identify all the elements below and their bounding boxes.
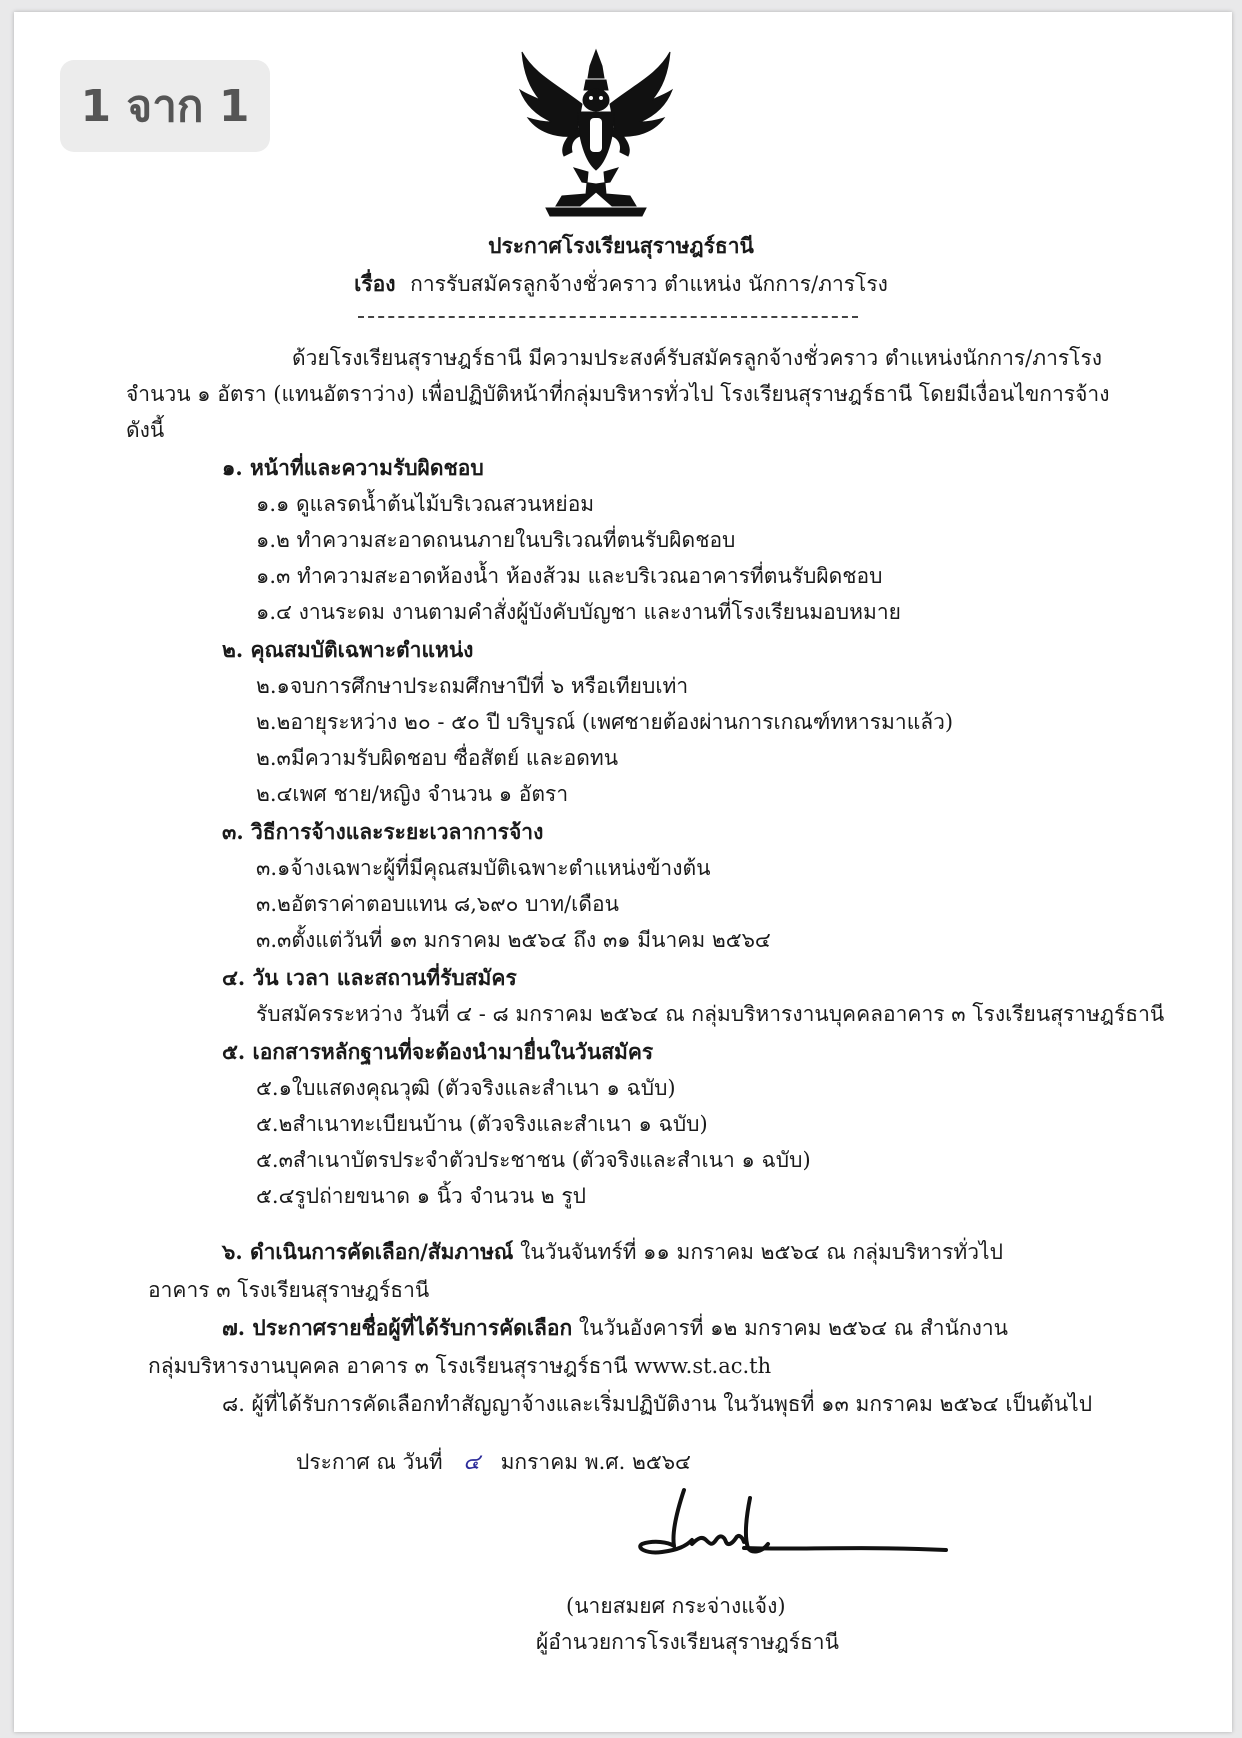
garuda-emblem-icon <box>516 44 676 224</box>
section-5-item: ๕.๓สำเนาบัตรประจำตัวประชาชน (ตัวจริงและสำเนา ๑ ฉบับ) <box>256 1148 811 1172</box>
section-2-item: ๒.๓มีความรับผิดชอบ ซื่อสัตย์ และอดทน <box>256 746 619 770</box>
page-indicator-badge <box>60 60 270 152</box>
section-5-item: ๕.๔รูปถ่ายขนาด ๑ นิ้ว จำนวน ๒ รูป <box>256 1184 586 1208</box>
signatory-position: ผู้อำนวยการโรงเรียนสุราษฎร์ธานี <box>536 1630 839 1654</box>
section-2-item: ๒.๒อายุระหว่าง ๒๐ - ๕๐ ปี บริบูรณ์ (เพศชายต้องผ่านการเกณฑ์ทหารมาแล้ว) <box>256 710 954 734</box>
handwritten-signature <box>632 1484 952 1576</box>
section-3-item: ๓.๑จ้างเฉพาะผู้ที่มีคุณสมบัติเฉพาะตำแหน่งข้างต้น <box>256 856 711 880</box>
section-5-item: ๕.๑ใบแสดงคุณวุฒิ (ตัวจริงและสำเนา ๑ ฉบับ) <box>256 1076 676 1100</box>
document-subject <box>0 266 1242 302</box>
announcement-date-suffix: มกราคม พ.ศ. ๒๕๖๔ <box>500 1450 691 1474</box>
section-7-heading: ๗. ประกาศรายชื่อผู้ที่ได้รับการคัดเลือก <box>222 1315 573 1340</box>
section-2-item: ๒.๑จบการศึกษาประถมศึกษาปีที่ ๖ หรือเทียบเท่า <box>256 674 689 698</box>
announcement-day: ๔ <box>463 1450 480 1475</box>
section-6-line-1 <box>222 1234 1003 1270</box>
section-3-item: ๓.๓ตั้งแต่วันที่ ๑๓ มกราคม ๒๕๖๔ ถึง ๓๑ มีนาคม ๒๕๖๔ <box>256 928 771 952</box>
subject-label: เรื่อง <box>354 271 396 296</box>
section-1-item: ๑.๓ ทำความสะอาดห้องน้ำ ห้องส้วม และบริเวณอาคารที่ตนรับผิดชอบ <box>256 564 883 588</box>
section-4-heading: ๔. วัน เวลา และสถานที่รับสมัคร <box>222 965 517 990</box>
section-1-heading: ๑. หน้าที่และความรับผิดชอบ <box>222 455 484 480</box>
section-1-item: ๑.๔ งานระดม งานตามคำสั่งผู้บังคับบัญชา และงานที่โรงเรียนมอบหมาย <box>256 600 901 624</box>
section-7-text: ในวันอังคารที่ ๑๒ มกราคม ๒๕๖๔ ณ สำนักงาน <box>572 1316 1009 1340</box>
intro-line-1: ด้วยโรงเรียนสุราษฎร์ธานี มีความประสงค์รับสมัครลูกจ้างชั่วคราว ตำแหน่งนักการ/ภารโรง <box>292 346 1102 370</box>
section-8-line: ๘. ผู้ที่ได้รับการคัดเลือกทำสัญญาจ้างและเริ่มปฏิบัติงาน ในวันพุธที่ ๑๓ มกราคม ๒๕๖๔ เป็นต้นไป <box>222 1392 1093 1416</box>
section-6-text: ในวันจันทร์ที่ ๑๑ มกราคม ๒๕๖๔ ณ กลุ่มบริหารทั่วไป <box>513 1240 1003 1264</box>
intro-line-3: ดังนี้ <box>126 418 165 442</box>
section-6-heading: ๖. ดำเนินการคัดเลือก/สัมภาษณ์ <box>222 1239 514 1264</box>
announcement-date-prefix: ประกาศ ณ วันที่ <box>296 1450 443 1474</box>
section-4-item: รับสมัครระหว่าง วันที่ ๔ - ๘ มกราคม ๒๕๖๔ ณ กลุ่มบริหารงานบุคคลอาคาร ๓ โรงเรียนสุราษฎร์ธานี <box>256 1002 1165 1026</box>
section-7-line-1 <box>222 1310 1008 1346</box>
section-3-heading: ๓. วิธีการจ้างและระยะเวลาการจ้าง <box>222 819 544 844</box>
section-5-item: ๕.๒สำเนาทะเบียนบ้าน (ตัวจริงและสำเนา ๑ ฉบับ) <box>256 1112 708 1136</box>
page-indicator-text: 1 จาก 1 <box>80 81 250 132</box>
subject-text: การรับสมัครลูกจ้างชั่วคราว ตำแหน่ง นักการ/ภารโรง <box>410 272 888 296</box>
announcement-date <box>296 1444 691 1481</box>
intro-line-2: จำนวน ๑ อัตรา (แทนอัตราว่าง) เพื่อปฏิบัติหน้าที่กลุ่มบริหารทั่วไป โรงเรียนสุราษฎร์ธานี โดยมีเงื่อนไขการจ้าง <box>126 382 1110 406</box>
document-title: ประกาศโรงเรียนสุราษฎร์ธานี <box>488 233 754 258</box>
section-7-line-2: กลุ่มบริหารงานบุคคล อาคาร ๓ โรงเรียนสุราษฎร์ธานี www.st.ac.th <box>148 1354 772 1378</box>
section-1-item: ๑.๑ ดูแลรดน้ำต้นไม้บริเวณสวนหย่อม <box>256 492 595 516</box>
section-2-heading: ๒. คุณสมบัติเฉพาะตำแหน่ง <box>222 637 474 662</box>
section-6-line-2: อาคาร ๓ โรงเรียนสุราษฎร์ธานี <box>148 1278 430 1302</box>
signatory-name: (นายสมยศ กระจ่างแจ้ง) <box>566 1594 786 1618</box>
section-2-item: ๒.๔เพศ ชาย/หญิง จำนวน ๑ อัตรา <box>256 782 569 806</box>
section-5-heading: ๕. เอกสารหลักฐานที่จะต้องนำมายื่นในวันสมัคร <box>222 1039 654 1064</box>
section-1-item: ๑.๒ ทำความสะอาดถนนภายในบริเวณที่ตนรับผิดชอบ <box>256 528 736 552</box>
title-divider <box>358 316 858 318</box>
section-3-item: ๓.๒อัตราค่าตอบแทน ๘,๖๙๐ บาท/เดือน <box>256 892 619 916</box>
